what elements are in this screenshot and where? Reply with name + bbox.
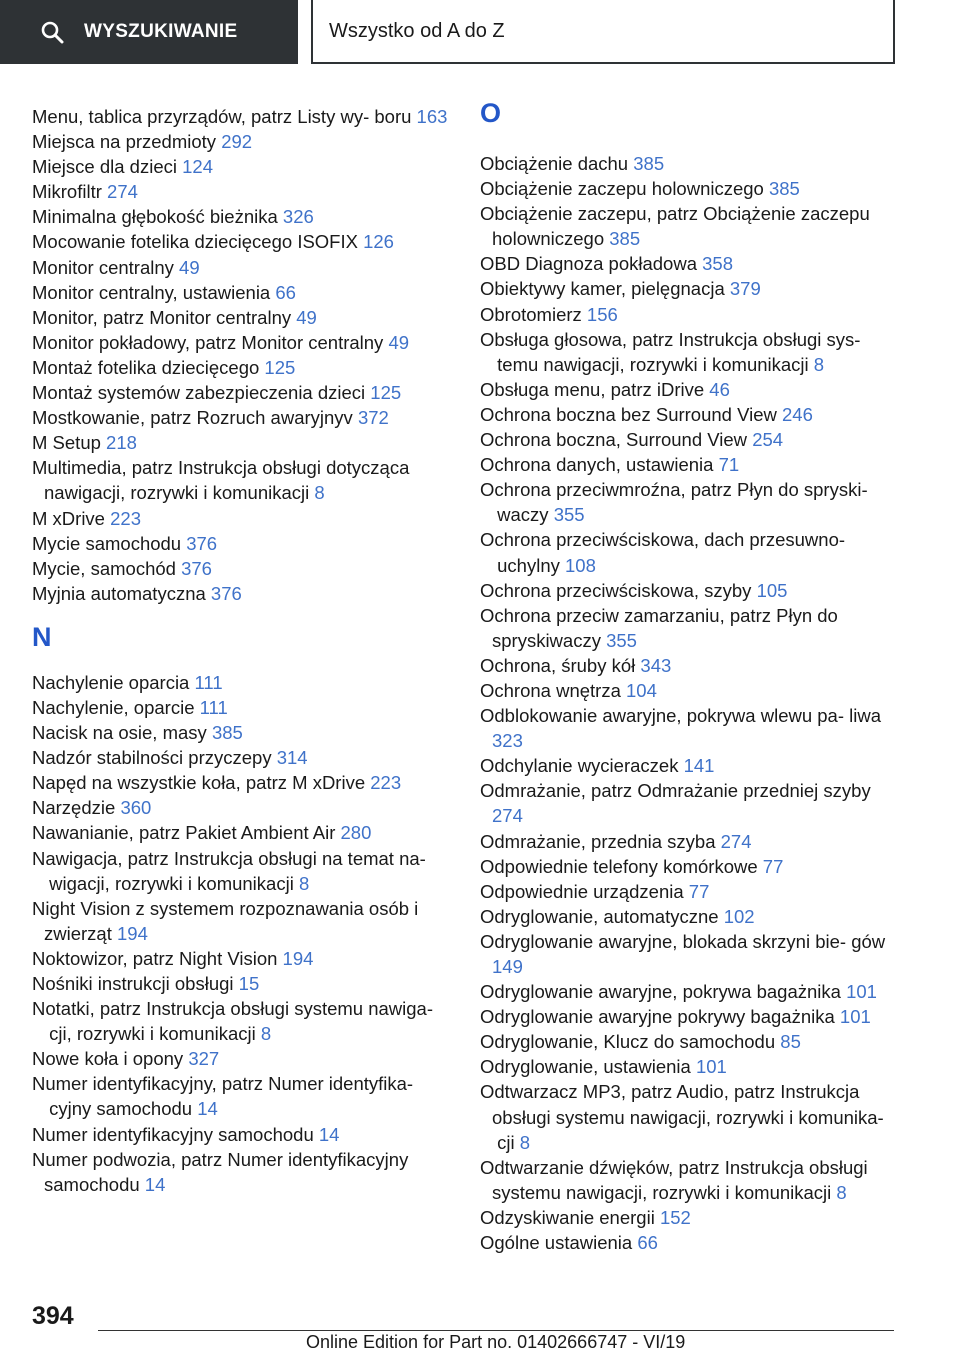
index-entry-text: Napęd na wszystkie koła, patrz M xDrive	[32, 772, 371, 794]
index-entry-text: Odtwarzanie dźwięków, patrz Instrukcja obsługi systemu nawigacji, rozrywki i komunikacji	[480, 1156, 868, 1203]
index-entry	[32, 745, 452, 770]
page-link[interactable]: 66	[275, 281, 296, 303]
index-entry	[32, 946, 452, 971]
page-link[interactable]: 15	[238, 973, 260, 994]
index-entry-text: Mikrofiltr	[32, 181, 108, 203]
index-entry	[480, 854, 900, 879]
index-entry	[480, 678, 900, 703]
index-entry-text: Nawigacja, patrz Instrukcja obsługi na temat na‐ wigacji, rozrywki i komunikacji	[32, 847, 426, 894]
index-entry-text: Ochrona przeciw zamarzaniu, patrz Płyn do spryskiwaczy	[480, 604, 838, 651]
index-entry	[480, 302, 900, 327]
index-entry	[480, 753, 900, 778]
top-bar	[0, 0, 960, 66]
index-entry-text: Noktowizor, patrz Night Vision	[32, 947, 283, 969]
index-entry-text: Montaż fotelika dziecięcego	[32, 356, 265, 378]
page-link[interactable]: 105	[756, 579, 788, 601]
search-icon	[40, 20, 64, 44]
index-entry	[32, 670, 452, 695]
index-entry	[32, 104, 452, 129]
page-link[interactable]: 49	[388, 331, 410, 353]
index-entry	[480, 829, 900, 854]
index-entry-text: Obsługa menu, patrz iDrive	[480, 378, 710, 400]
page-link[interactable]: 152	[659, 1206, 691, 1228]
page-link[interactable]: 46	[709, 378, 730, 400]
index-entry-text: Obciążenie zaczepu holowniczego	[480, 178, 769, 200]
index-entry-text: M Setup	[32, 432, 107, 454]
page-link[interactable]: 323	[492, 730, 523, 752]
page-link[interactable]: 280	[340, 822, 372, 844]
index-entry	[480, 578, 900, 603]
index-entry-text: Odryglowanie awaryjne pokrywy bagażnika	[480, 1006, 840, 1028]
index-entry-text: Obciążenie zaczepu, patrz Obciążenie zaczepu holowniczego	[480, 203, 870, 250]
index-entry-text: Monitor pokładowy, patrz Monitor centralny	[32, 331, 389, 353]
page-link[interactable]: 71	[718, 454, 740, 476]
page-link[interactable]: 343	[640, 654, 672, 676]
page-link[interactable]: 385	[633, 153, 665, 174]
page-link[interactable]: 149	[492, 956, 523, 977]
page-link[interactable]: 101	[839, 1006, 871, 1028]
page-link[interactable]: 49	[179, 256, 200, 278]
index-letter-heading: O	[480, 98, 502, 128]
index-entry-text: Odryglowanie, Klucz do samochodu	[480, 1031, 781, 1053]
index-entry-text: Miejsca na przedmioty	[32, 131, 222, 153]
index-entry-text: Obsługa głosowa, patrz Instrukcja obsługi sys‐ temu nawigacji, rozrywki i komunikacji	[480, 328, 861, 375]
index-entry-text: Obciążenie dachu	[480, 153, 634, 174]
page-link[interactable]: 8	[260, 1023, 272, 1045]
index-entry	[480, 653, 900, 678]
index-entry-text: Narzędzie	[32, 797, 121, 819]
index-entry	[32, 1046, 452, 1071]
section-title: Wszystko od A do Z	[329, 19, 505, 42]
index-entry-text: Miejsce dla dzieci	[32, 156, 183, 178]
index-entry-text: Notatki, patrz Instrukcja obsługi systemu nawiga‐ cji, rozrywki i komunikacji	[32, 998, 434, 1045]
page-link[interactable]: 385	[211, 722, 243, 744]
index-entry	[32, 971, 452, 996]
index-entry-text: Ochrona, śruby kół	[480, 654, 641, 676]
page-link[interactable]: 376	[210, 582, 242, 604]
index-entry	[32, 581, 452, 606]
index-entry-text: Monitor centralny	[32, 256, 180, 278]
page-link[interactable]: 223	[370, 772, 402, 794]
page-link[interactable]: 218	[106, 432, 137, 454]
page-link[interactable]: 246	[782, 403, 813, 425]
page-link[interactable]: 292	[221, 131, 253, 153]
index-entry	[480, 452, 900, 477]
index-entry-text: Odchylanie wycieraczek	[480, 755, 684, 777]
index-entry	[32, 129, 452, 154]
page-link[interactable]: 126	[363, 231, 394, 253]
index-entry	[480, 527, 900, 577]
page-link[interactable]: 66	[637, 1232, 658, 1254]
index-entry-text: Odryglowanie, automatyczne	[480, 905, 724, 927]
page-link[interactable]: 274	[492, 805, 523, 827]
index-entry	[32, 154, 452, 179]
page-link[interactable]: 125	[370, 382, 402, 404]
index-entry	[480, 1054, 900, 1079]
page-link[interactable]: 14	[144, 1173, 166, 1195]
page-link[interactable]: 379	[729, 278, 761, 300]
index-entry-text: Myjnia automatyczna	[32, 582, 211, 604]
page-link[interactable]: 111	[194, 671, 223, 693]
index-entry-text: Montaż systemów zabezpieczenia dzieci	[32, 382, 371, 404]
index-entry	[32, 179, 452, 204]
page-link[interactable]: 77	[762, 855, 784, 877]
index-entry	[480, 904, 900, 929]
index-entry-text: Odpowiednie telefony komórkowe	[480, 855, 763, 877]
index-entry	[32, 506, 452, 531]
index-entry-text: Ochrona boczna bez Surround View	[480, 403, 783, 425]
index-entry-text: Nacisk na osie, masy	[32, 722, 212, 744]
page-link[interactable]: 125	[264, 356, 296, 378]
index-entry-text: Minimalna głębokość bieżnika	[32, 206, 283, 228]
index-entry-text: Mycie samochodu	[32, 532, 187, 554]
index-entry-text: Odryglowanie, ustawienia	[480, 1056, 696, 1078]
index-entry	[32, 896, 452, 946]
index-entry	[32, 380, 452, 405]
index-entry	[32, 229, 452, 254]
index-entry-text: Nośniki instrukcji obsługi	[32, 973, 239, 994]
index-entry-text: Monitor, patrz Monitor centralny	[32, 306, 297, 328]
index-entry	[480, 276, 900, 301]
index-entry	[32, 455, 452, 505]
index-entry-text: Monitor centralny, ustawienia	[32, 281, 276, 303]
page-link[interactable]: 327	[188, 1048, 220, 1070]
index-entry-text: Nowe koła i opony	[32, 1048, 189, 1070]
page-link[interactable]: 101	[695, 1056, 727, 1078]
index-column-right	[480, 98, 900, 1255]
index-entry	[32, 1122, 452, 1147]
index-entry-text: Odryglowanie awaryjne, pokrywa bagażnika	[480, 981, 847, 1003]
page-link[interactable]: 274	[720, 830, 752, 852]
index-entry-text: Ochrona przeciwściskowa, dach przesuwno‐ uchylny	[480, 529, 846, 576]
index-entry	[32, 556, 452, 581]
index-entry-text: Numer podwozia, patrz Numer identyfikacyjny samochodu	[32, 1148, 409, 1195]
index-entry-text: Ochrona boczna, Surround View	[480, 429, 753, 451]
index-entry-text: Multimedia, patrz Instrukcja obsługi dotycząca nawigacji, rozrywki i komunikacji	[32, 457, 410, 504]
index-entry	[480, 151, 900, 176]
page-link[interactable]: 355	[553, 504, 585, 526]
index-entry-text: Odpowiednie urządzenia	[480, 880, 689, 902]
page-link[interactable]: 8	[836, 1181, 847, 1203]
page-link[interactable]: 49	[296, 306, 317, 328]
index-entry	[32, 695, 452, 720]
page-link[interactable]: 360	[120, 797, 152, 819]
page-link[interactable]: 14	[318, 1123, 340, 1145]
index-entry-text: Mocowanie fotelika dziecięcego ISOFIX	[32, 231, 364, 253]
index-entry-text: Ochrona przeciwmroźna, patrz Płyn do spryski‐ waczy	[480, 479, 868, 526]
index-entry-text: Odmrażanie, przednia szyba	[480, 830, 721, 852]
page-link[interactable]: 372	[357, 407, 389, 429]
index-entry-text: Ochrona danych, ustawienia	[480, 454, 719, 476]
index-entry	[32, 996, 452, 1046]
index-entry-text: Obrotomierz	[480, 303, 587, 325]
index-entry-text: Odblokowanie awaryjne, pokrywa wlewu pa‐ liwa	[480, 705, 882, 727]
index-entry	[32, 280, 452, 305]
index-entry	[32, 720, 452, 745]
page-link[interactable]: 385	[609, 228, 641, 250]
index-entry	[480, 327, 900, 377]
index-entry	[480, 201, 900, 251]
page-link[interactable]: 254	[752, 429, 784, 451]
index-entry	[480, 1029, 900, 1054]
index-entry-text: Nachylenie, oparcie	[32, 696, 200, 718]
index-entry	[480, 1155, 900, 1205]
page-link[interactable]: 14	[197, 1098, 218, 1120]
page-link[interactable]: 376	[186, 532, 218, 554]
index-entry-text: Numer identyfikacyjny samochodu	[32, 1123, 319, 1145]
page-link[interactable]: 194	[117, 922, 148, 944]
page-footer	[0, 1290, 960, 1362]
index-entry-text: Numer identyfikacyjny, patrz Numer identyfika‐ cyjny samochodu	[32, 1073, 414, 1120]
page-link[interactable]: 108	[565, 554, 596, 576]
page-number: 394	[32, 1302, 74, 1330]
section-title-tab[interactable]	[311, 0, 895, 64]
index-entry	[32, 255, 452, 280]
page-link[interactable]: 194	[282, 947, 314, 969]
index-entry	[480, 778, 900, 828]
index-entry	[32, 1071, 452, 1121]
index-entry	[32, 795, 452, 820]
index-letter-heading: N	[32, 621, 52, 652]
page-link[interactable]: 141	[683, 755, 715, 777]
index-entry	[480, 1004, 900, 1029]
index-entry	[480, 377, 900, 402]
index-entry	[32, 1147, 452, 1197]
search-tab-label: WYSZUKIWANIE	[84, 21, 238, 42]
index-entry	[32, 430, 452, 455]
page-link[interactable]: 77	[688, 880, 710, 902]
page-link[interactable]: 8	[813, 353, 825, 375]
index-entry-text: Mostkowanie, patrz Rozruch awaryjnyv	[32, 407, 358, 429]
page-link[interactable]: 274	[107, 181, 138, 203]
search-tab-button[interactable]	[0, 0, 298, 64]
index-entry	[480, 1079, 900, 1154]
index-entry	[32, 846, 452, 896]
index-entry	[32, 305, 452, 330]
index-entry	[480, 1205, 900, 1230]
index-entry	[480, 879, 900, 904]
index-entry	[480, 251, 900, 276]
index-entry-text: Night Vision z systemem rozpoznawania osób i zwierząt	[32, 897, 419, 944]
index-entry	[32, 330, 452, 355]
page-link[interactable]: 102	[723, 905, 755, 927]
index-entry-text: Odtwarzacz MP3, patrz Audio, patrz Instrukcja obsługi systemu nawigacji, rozrywki i komunika‐ cji	[480, 1081, 884, 1153]
index-entry-text: Nachylenie oparcia	[32, 671, 195, 693]
page-link[interactable]: 8	[314, 482, 325, 504]
page-link[interactable]: 8	[298, 872, 310, 894]
index-entry	[32, 355, 452, 380]
index-entry	[480, 477, 900, 527]
page-link[interactable]: 124	[182, 156, 213, 178]
index-entry	[480, 703, 900, 753]
page-link[interactable]: 104	[626, 679, 657, 701]
index-entry	[32, 405, 452, 430]
page-link[interactable]: 326	[282, 206, 314, 228]
index-entry-text: Mycie, samochód	[32, 557, 182, 579]
index-entry-text: M xDrive	[32, 507, 111, 529]
index-entry-text: Odmrażanie, patrz Odmrażanie przedniej szyby	[480, 780, 871, 802]
page-link[interactable]: 111	[199, 696, 228, 718]
index-entry-text: Nawanianie, patrz Pakiet Ambient Air	[32, 822, 341, 844]
index-entry-text: Ogólne ustawienia	[480, 1232, 638, 1254]
index-entry-text: Odryglowanie awaryjne, blokada skrzyni bie‐ gów	[480, 930, 886, 952]
index-entry-text: Ochrona wnętrza	[480, 679, 627, 701]
index-entry	[480, 603, 900, 653]
page-link[interactable]: 156	[586, 303, 618, 325]
index-entry-text: Nadzór stabilności przyczepy	[32, 747, 277, 769]
index-column-left	[32, 104, 452, 1197]
index-entry	[32, 531, 452, 556]
index-entry	[480, 929, 900, 979]
page-link[interactable]: 163	[416, 106, 448, 127]
page-link[interactable]: 358	[702, 253, 734, 275]
index-entry	[32, 820, 452, 845]
index-entry	[480, 979, 900, 1004]
page-link[interactable]: 85	[780, 1031, 801, 1053]
page-link[interactable]: 101	[846, 981, 877, 1003]
index-entry-text: Odzyskiwanie energii	[480, 1206, 660, 1228]
page-link[interactable]: 223	[110, 507, 141, 529]
index-entry-text: Ochrona przeciwściskowa, szyby	[480, 579, 757, 601]
edition-text: Online Edition for Part no. 01402666747 - VI/19	[306, 1332, 686, 1352]
page-link[interactable]: 355	[606, 629, 637, 651]
index-entry	[32, 204, 452, 229]
page-link[interactable]: 376	[181, 557, 212, 579]
index-entry-text: OBD Diagnoza pokładowa	[480, 253, 703, 275]
index-entry	[480, 427, 900, 452]
page-link[interactable]: 8	[519, 1131, 531, 1153]
index-entry	[32, 770, 452, 795]
page-link[interactable]: 385	[768, 178, 800, 200]
index-entry	[480, 402, 900, 427]
index-entry-text: Obiektywy kamer, pielęgnacja	[480, 278, 730, 300]
index-entry	[480, 1230, 900, 1255]
page-link[interactable]: 314	[276, 747, 308, 769]
footer-divider	[98, 1330, 894, 1331]
index-entry-text: Menu, tablica przyrządów, patrz Listy wy‐ boru	[32, 106, 417, 127]
index-entry	[480, 176, 900, 201]
